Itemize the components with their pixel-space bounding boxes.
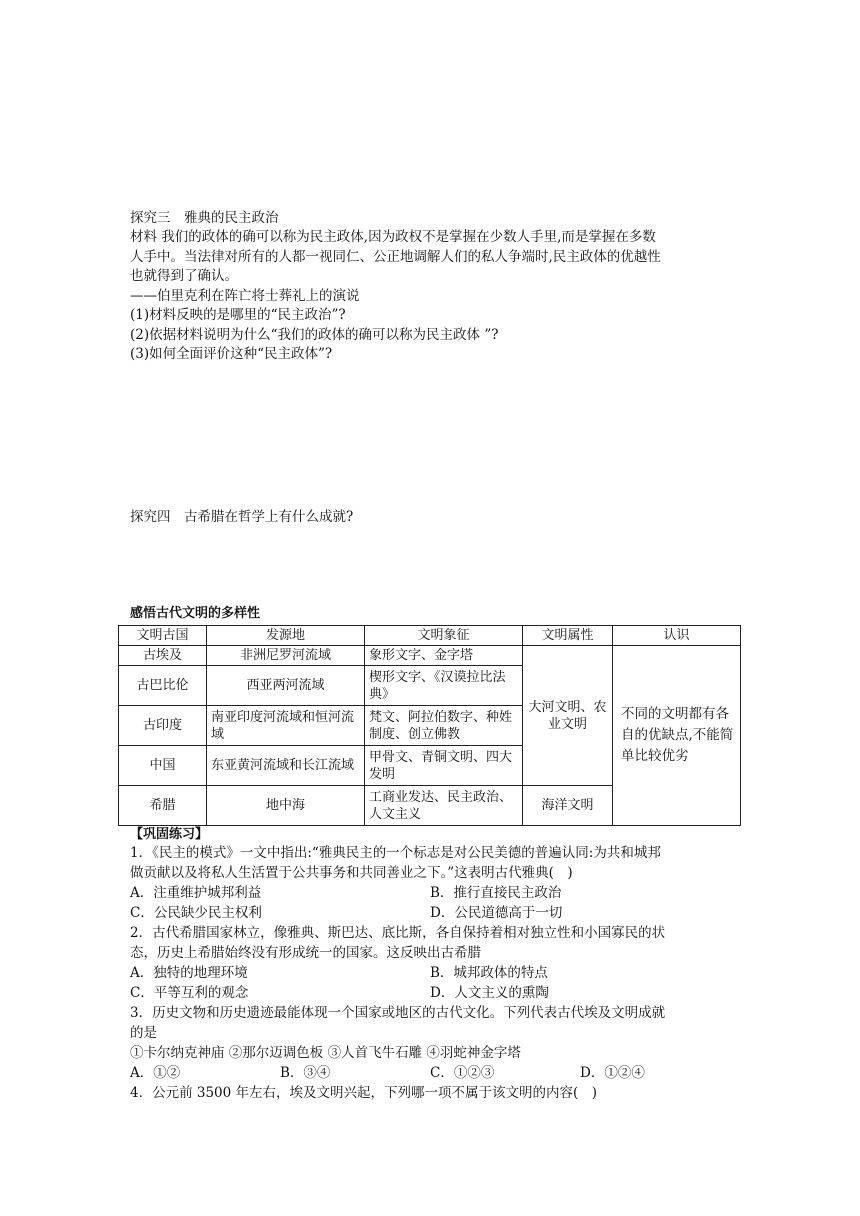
civilization-table	[118, 625, 741, 826]
question-3-option-d: D．①②④	[580, 1065, 645, 1081]
question-3-text: ①卡尔纳克神庙 ②那尔迈调色板 ③人首飞牛石雕 ④羽蛇神金字塔	[130, 1045, 521, 1061]
table-header-cell: 认识	[613, 626, 741, 646]
attribute-cell-river: 大河文明、农业文明	[523, 646, 613, 786]
country-cell: 古巴比伦	[119, 666, 207, 706]
question-1-option-b: B．推行直接民主政治	[430, 885, 562, 901]
inquiry3-material-line: 人手中。当法律对所有的人都一视同仁、公正地调解人们的私人争端时,民主政体的优越性	[130, 249, 661, 265]
question-3-option-b: B．③④	[280, 1065, 331, 1081]
country-cell: 希腊	[119, 786, 207, 826]
question-1-text: 做贡献以及将私人生活置于公共事务和共同善业之下。”这表明古代雅典( )	[130, 865, 573, 881]
question-3-option-a: A．①②	[130, 1065, 181, 1081]
table-header-cell: 文明古国	[119, 626, 207, 646]
question-1-text: 1．《民主的模式》一文中指出:“雅典民主的一个标志是对公民美德的普遍认同:为共和城邦	[130, 845, 661, 861]
table-header-cell: 发源地	[207, 626, 365, 646]
question-2-option-d: D．人文主义的熏陶	[430, 985, 549, 1001]
table-section-title: 感悟古代文明的多样性	[130, 606, 261, 621]
attribute-cell-ocean: 海洋文明	[523, 786, 613, 826]
inquiry3-material-line: 材料 我们的政体的确可以称为民主政体,因为政权不是掌握在少数人手里,而是掌握在多数	[130, 229, 656, 245]
question-3-text: 3．历史文物和历史遗迹最能体现一个国家或地区的古代文化。下列代表古代埃及文明成就	[130, 1005, 666, 1021]
origin-cell: 东亚黄河流域和长江流域	[207, 746, 365, 786]
inquiry4-title: 探究四 古希腊在哲学上有什么成就?	[130, 509, 354, 525]
origin-cell: 非洲尼罗河流域	[207, 646, 365, 666]
table-header-row	[119, 626, 741, 646]
question-2-text: 态，历史上希腊始终没有形成统一的国家。这反映出古希腊	[130, 945, 481, 961]
question-2-text: 2．古代希腊国家林立，像雅典、斯巴达、底比斯，各自保持着相对独立性和小国寡民的状	[130, 925, 666, 941]
table-header-cell: 文明象征	[365, 626, 523, 646]
inquiry3-question: (1)材料反映的是哪里的“民主政治”?	[130, 307, 346, 323]
question-4-text: 4．公元前 3500 年左右，埃及文明兴起，下列哪一项不属于该文明的内容( )	[130, 1085, 598, 1101]
inquiry3-question: (3)如何全面评价这种“民主政体”?	[130, 346, 333, 362]
inquiry3-source: ——伯里克利在阵亡将士葬礼上的演说	[130, 288, 360, 304]
origin-cell: 南亚印度河流域和恒河流域	[207, 706, 365, 746]
question-1-option-c: C．公民缺少民主权利	[130, 905, 262, 921]
country-cell: 古印度	[119, 706, 207, 746]
country-cell: 中国	[119, 746, 207, 786]
question-2-option-b: B．城邦政体的特点	[430, 965, 548, 981]
question-2-option-c: C．平等互利的观念	[130, 985, 249, 1001]
practice-title: 【巩固练习】	[130, 827, 209, 842]
question-3-option-c: C．①②③	[430, 1065, 495, 1081]
symbol-cell: 楔形文字、《汉谟拉比法典》	[365, 666, 523, 706]
table-header-cell: 文明属性	[523, 626, 613, 646]
inquiry3-question: (2)依据材料说明为什么“我们的政体的确可以称为民主政体 ”?	[130, 327, 499, 343]
question-3-text: 的是	[130, 1025, 157, 1041]
inquiry3-title: 探究三 雅典的民主政治	[130, 210, 279, 226]
symbol-cell: 工商业发达、民主政治、人文主义	[365, 786, 523, 826]
question-1-option-d: D．公民道德高于一切	[430, 905, 563, 921]
origin-cell: 地中海	[207, 786, 365, 826]
inquiry3-material-line: 也就得到了确认。	[130, 268, 238, 284]
symbol-cell: 梵文、阿拉伯数字、种姓制度、创立佛教	[365, 706, 523, 746]
question-1-option-a: A．注重维护城邦利益	[130, 885, 262, 901]
country-cell: 古埃及	[119, 646, 207, 666]
symbol-cell: 象形文字、金字塔	[365, 646, 523, 666]
question-2-option-a: A．独特的地理环境	[130, 965, 248, 981]
table-row	[119, 646, 741, 666]
insight-cell: 不同的文明都有各自的优缺点,不能简单比较优劣	[613, 646, 741, 826]
symbol-cell: 甲骨文、青铜文明、四大发明	[365, 746, 523, 786]
origin-cell: 西亚两河流域	[207, 666, 365, 706]
